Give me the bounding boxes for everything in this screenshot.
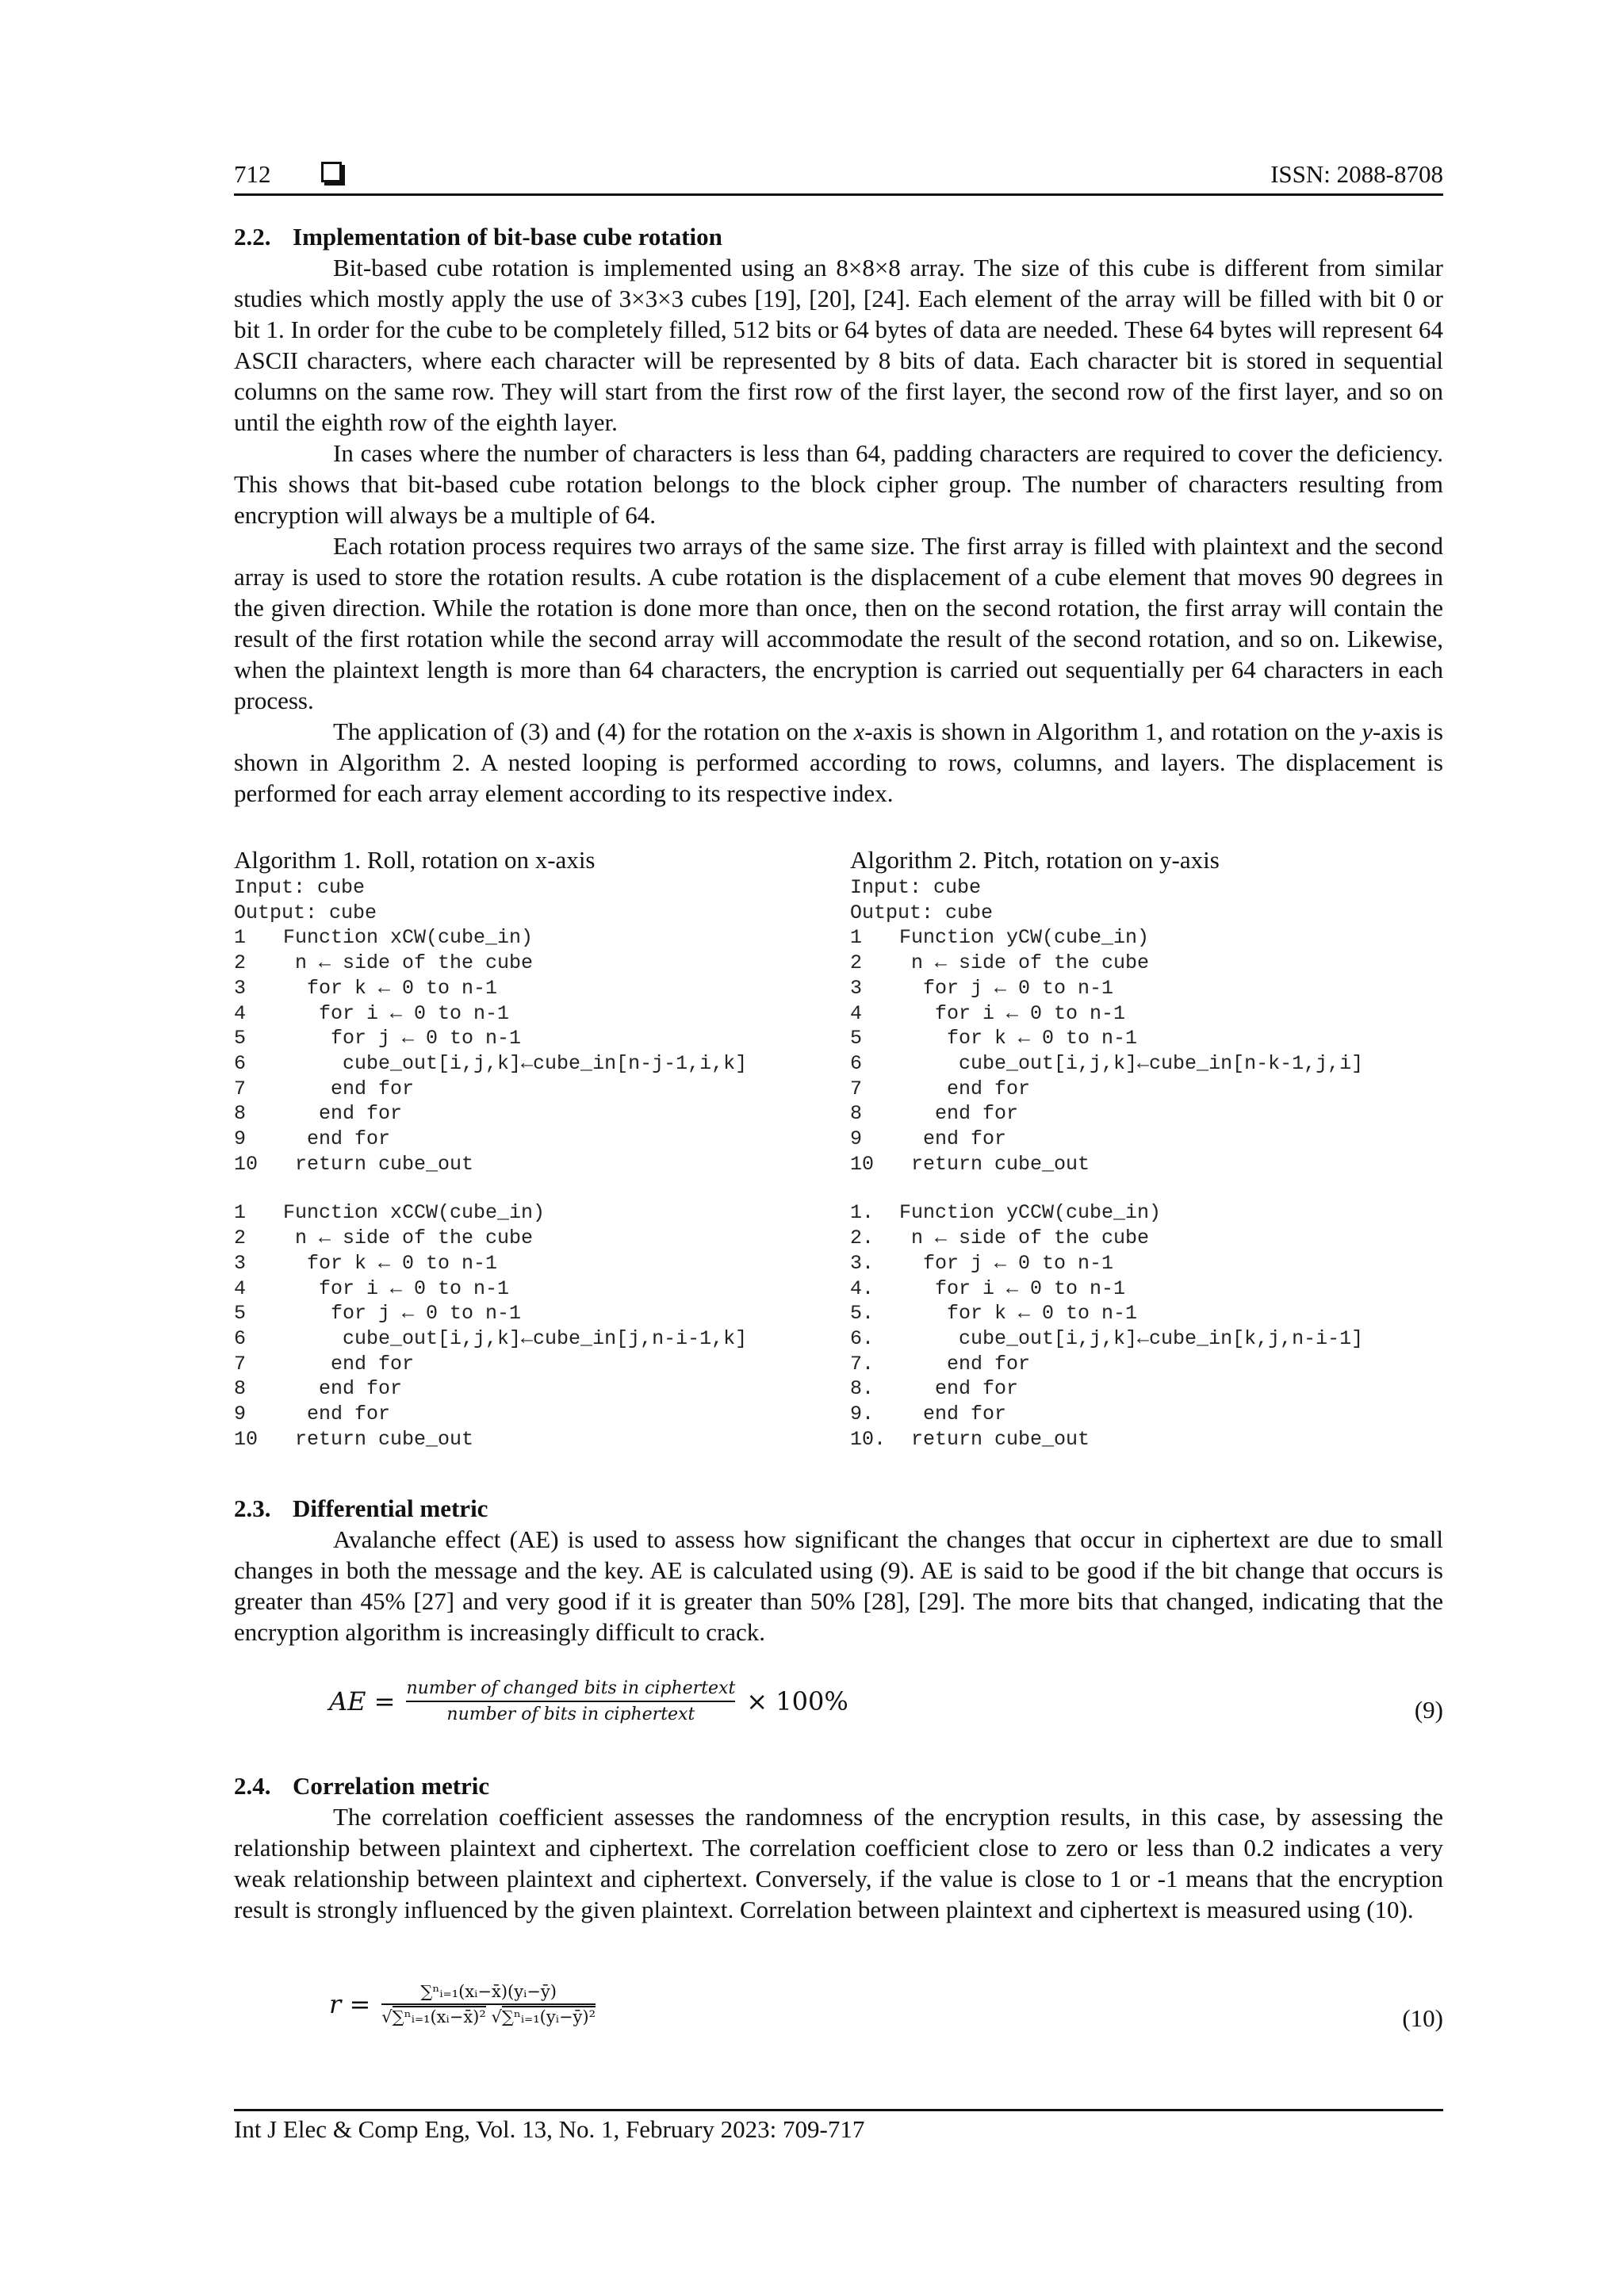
- code-line: [234, 1402, 821, 1427]
- algorithm-io: Input: cube Output: cube: [850, 876, 994, 924]
- code-text: for i ← 0 to n-1: [283, 1276, 510, 1300]
- line-number: 4: [234, 1001, 247, 1025]
- section-2-2: [234, 221, 1443, 809]
- code-line: [850, 1051, 1437, 1077]
- code-text: for i ← 0 to n-1: [899, 1001, 1126, 1025]
- algorithm-io: Input: cube Output: cube: [234, 876, 377, 924]
- code-line: [234, 1226, 821, 1251]
- line-number: 1: [234, 1201, 247, 1225]
- code-line: [234, 1101, 821, 1127]
- line-number: 10: [234, 1152, 259, 1176]
- code-text: for k ← 0 to n-1: [283, 1251, 498, 1275]
- code-line: [850, 1101, 1437, 1127]
- paragraph: The correlation coefficient assesses the randomness of the encryption results, in this case, by assessing the relationship between plaintext and ciphertext. The correlation coefficient close to zero or less than 0.2 indicates a very weak relationship between plaintext and ciphertext. Conversely, if the value is close to 1 or -1 means that the encryption result is strongly influenced by the given plaintext. Correlation between plaintext and ciphertext is measured using (10).: [234, 1803, 1443, 1923]
- code-text: Function xCW(cube_in): [283, 926, 534, 950]
- line-number: 7.: [850, 1352, 875, 1376]
- line-number: 3: [234, 976, 247, 1000]
- code-text: for j ← 0 to n-1: [899, 976, 1114, 1000]
- page: [234, 0, 1443, 2296]
- code-text: return cube_out: [899, 1152, 1090, 1176]
- code-text: for k ← 0 to n-1: [899, 1027, 1138, 1050]
- code-text: n ← side of the cube: [283, 1226, 534, 1250]
- section-heading: 2.3. Differential metric: [234, 1494, 488, 1522]
- line-number: 7: [234, 1077, 247, 1100]
- line-number: 4: [850, 1001, 863, 1025]
- code-line: [234, 1026, 821, 1051]
- code-text: return cube_out: [899, 1427, 1090, 1451]
- line-number: 1: [234, 926, 247, 950]
- code-text: Function yCW(cube_in): [899, 926, 1150, 950]
- code-text: n ← side of the cube: [899, 1226, 1150, 1250]
- code-line: [850, 1301, 1437, 1326]
- code-line: [850, 1152, 1437, 1177]
- line-number: 5: [234, 1027, 247, 1050]
- code-text: end for: [899, 1127, 1007, 1151]
- code-text: for k ← 0 to n-1: [899, 1302, 1138, 1326]
- paragraph: In cases where the number of characters is less than 64, padding characters are required to cover the deficiency. This shows that bit-based cube rotation belongs to the block cipher group. The number of characters resulting from encryption will always be a multiple of 64.: [234, 439, 1443, 529]
- code-line: [850, 1200, 1437, 1226]
- code-block-xccw: [234, 1200, 821, 1452]
- code-line: [234, 925, 821, 951]
- line-number: 9.: [850, 1402, 875, 1426]
- code-text: end for: [283, 1102, 403, 1126]
- code-line: [850, 1276, 1437, 1302]
- line-number: 4.: [850, 1276, 875, 1300]
- code-text: cube_out[i,j,k]←cube_in[k,j,n-i-1]: [899, 1326, 1364, 1350]
- section-heading: 2.4. Correlation metric: [234, 1772, 490, 1800]
- line-number: 6: [850, 1051, 863, 1075]
- code-text: end for: [899, 1352, 1031, 1376]
- line-number: 9: [234, 1402, 247, 1426]
- code-line: [234, 1352, 821, 1377]
- page-header: [234, 154, 1443, 193]
- paragraph: Avalanche effect (AE) is used to assess how significant the changes that occur in ciphertext are due to small changes in both the message and the key. AE is calculated using (9). AE is said to be good if the bit change that occurs is greater than 45% [27] and very good if it is greater than 50% [28], [29]. The more bits that changed, indicating that the encryption algorithm is increasingly difficult to crack.: [234, 1525, 1443, 1646]
- code-line: [850, 1326, 1437, 1352]
- code-text: end for: [899, 1077, 1031, 1100]
- code-line: [234, 1376, 821, 1402]
- line-number: 10: [850, 1152, 875, 1176]
- footer-rule: [234, 2109, 1443, 2111]
- code-text: for k ← 0 to n-1: [283, 976, 498, 1000]
- code-text: cube_out[i,j,k]←cube_in[n-k-1,j,i]: [899, 1051, 1364, 1075]
- line-number: 8: [234, 1102, 247, 1126]
- algorithm-title: Algorithm 1. Roll, rotation on x-axis: [234, 846, 596, 874]
- line-number: 5: [234, 1302, 247, 1326]
- equation-number: (10): [1402, 2004, 1443, 2032]
- checkbox-square-icon: [321, 162, 342, 182]
- algorithm-1: [234, 845, 821, 1452]
- line-number: 3: [234, 1251, 247, 1275]
- code-line: [234, 1301, 821, 1326]
- code-text: return cube_out: [283, 1427, 474, 1451]
- paragraph: The application of (3) and (4) for the rotation on the x-axis is shown in Algorithm 1, and rotation on the y-axis is shown in Algorithm 2. A nested looping is performed according to rows, columns, and layers. The displacement is performed for each array element according to its respective index.: [234, 718, 1443, 807]
- code-text: end for: [283, 1077, 415, 1100]
- code-text: cube_out[i,j,k]←cube_in[n-j-1,i,k]: [283, 1051, 748, 1075]
- line-number: 5: [850, 1027, 863, 1050]
- line-number: 2: [850, 951, 863, 975]
- code-line: [850, 1352, 1437, 1377]
- code-block-xcw: [234, 925, 821, 1177]
- line-number: 10: [234, 1427, 259, 1451]
- line-number: 9: [234, 1127, 247, 1151]
- code-text: for j ← 0 to n-1: [899, 1251, 1114, 1275]
- code-text: Function yCCW(cube_in): [899, 1201, 1162, 1225]
- line-number: 7: [234, 1352, 247, 1376]
- header-rule: [234, 193, 1443, 196]
- code-text: end for: [899, 1102, 1019, 1126]
- line-number: 6: [234, 1051, 247, 1075]
- code-line: [850, 1026, 1437, 1051]
- code-text: for i ← 0 to n-1: [283, 1001, 510, 1025]
- line-number: 8: [850, 1102, 863, 1126]
- line-number: 1.: [850, 1201, 875, 1225]
- code-line: [850, 951, 1437, 976]
- line-number: 8.: [850, 1377, 875, 1401]
- line-number: 4: [234, 1276, 247, 1300]
- line-number: 6.: [850, 1326, 875, 1350]
- code-text: cube_out[i,j,k]←cube_in[j,n-i-1,k]: [283, 1326, 748, 1350]
- line-number: 2.: [850, 1226, 875, 1250]
- code-text: end for: [283, 1352, 415, 1376]
- code-text: end for: [283, 1127, 391, 1151]
- code-line: [234, 1152, 821, 1177]
- code-text: Function xCCW(cube_in): [283, 1201, 546, 1225]
- page-number: 712: [234, 160, 271, 188]
- paragraph: Each rotation process requires two arrays of the same size. The first array is filled with plaintext and the second array is used to store the rotation results. A cube rotation is the displacement of a cube element that moves 90 degrees in the given direction. While the rotation is done more than once, then on the second rotation, the first array will contain the result of the first rotation while the second array will accommodate the result of the second rotation, and so on. Likewise, when the plaintext length is more than 64 characters, the encryption is carried out sequentially per 64 characters in each process.: [234, 532, 1443, 714]
- code-line: [234, 951, 821, 976]
- line-number: 2: [234, 1226, 247, 1250]
- code-line: [234, 1077, 821, 1102]
- equation-number: (9): [1414, 1696, 1443, 1724]
- code-block-yccw: [850, 1200, 1437, 1452]
- algorithm-2: [850, 845, 1437, 1452]
- equation-9: AE = $\frac{\text{number of changed bits in ciphertext}}{\text{number of bits in ciphertext}}$ × 100% (9): [329, 1678, 1443, 1724]
- code-line: [234, 1427, 821, 1452]
- equation-10: r = $\frac{\text{∑ⁿᵢ₌₁(xᵢ−x̄)(yᵢ−ȳ)}}{\text{√∑ⁿᵢ₌₁(xᵢ−x̄)² √∑ⁿᵢ₌₁(yᵢ−ȳ)²}}$ (10): [329, 1982, 1443, 2032]
- paragraph: Bit-based cube rotation is implemented using an 8×8×8 array. The size of this cube is different from similar studies which mostly apply the use of 3×3×3 cubes [19], [20], [24]. Each element of the array will be filled with bit 0 or bit 1. In order for the cube to be completely filled, 512 bits or 64 bytes of data are needed. These 64 bytes will represent 64 ASCII characters, where each character will be represented by 8 bits of data. Each character bit is stored in sequential columns on the same row. They will start from the first row of the first layer, the second row of the first layer, and so on until the eighth row of the eighth layer.: [234, 254, 1443, 436]
- code-block-ycw: [850, 925, 1437, 1177]
- line-number: 1: [850, 926, 863, 950]
- code-line: [234, 1251, 821, 1276]
- line-number: 8: [234, 1377, 247, 1401]
- code-line: [234, 1276, 821, 1302]
- code-line: [234, 1001, 821, 1027]
- code-line: [850, 1001, 1437, 1027]
- line-number: 9: [850, 1127, 863, 1151]
- code-text: n ← side of the cube: [899, 951, 1150, 975]
- code-line: [234, 1200, 821, 1226]
- code-line: [850, 1077, 1437, 1102]
- code-line: [234, 1326, 821, 1352]
- line-number: 10.: [850, 1427, 887, 1451]
- code-line: [234, 1127, 821, 1152]
- code-line: [850, 976, 1437, 1001]
- code-line: [850, 1127, 1437, 1152]
- section-2-3: [234, 1493, 1443, 1647]
- code-text: end for: [899, 1377, 1019, 1401]
- code-line: [234, 1051, 821, 1077]
- code-line: [850, 1402, 1437, 1427]
- section-heading: 2.2. Implementation of bit-base cube rotation: [234, 223, 722, 251]
- line-number: 3: [850, 976, 863, 1000]
- code-line: [850, 1251, 1437, 1276]
- code-text: for j ← 0 to n-1: [283, 1302, 522, 1326]
- code-text: n ← side of the cube: [283, 951, 534, 975]
- line-number: 3.: [850, 1251, 875, 1275]
- code-line: [850, 1376, 1437, 1402]
- code-text: end for: [283, 1402, 391, 1426]
- code-text: for j ← 0 to n-1: [283, 1027, 522, 1050]
- algorithm-title: Algorithm 2. Pitch, rotation on y-axis: [850, 846, 1220, 874]
- issn: ISSN: 2088-8708: [1270, 160, 1443, 188]
- code-text: for i ← 0 to n-1: [899, 1276, 1126, 1300]
- line-number: 2: [234, 951, 247, 975]
- code-line: [850, 1226, 1437, 1251]
- code-text: end for: [899, 1402, 1007, 1426]
- line-number: 6: [234, 1326, 247, 1350]
- code-line: [850, 925, 1437, 951]
- line-number: 5.: [850, 1302, 875, 1326]
- section-2-4: [234, 1770, 1443, 1925]
- code-line: [234, 976, 821, 1001]
- code-text: return cube_out: [283, 1152, 474, 1176]
- code-line: [850, 1427, 1437, 1452]
- code-text: end for: [283, 1377, 403, 1401]
- page-footer: Int J Elec & Comp Eng, Vol. 13, No. 1, February 2023: 709-717: [234, 2115, 865, 2143]
- line-number: 7: [850, 1077, 863, 1100]
